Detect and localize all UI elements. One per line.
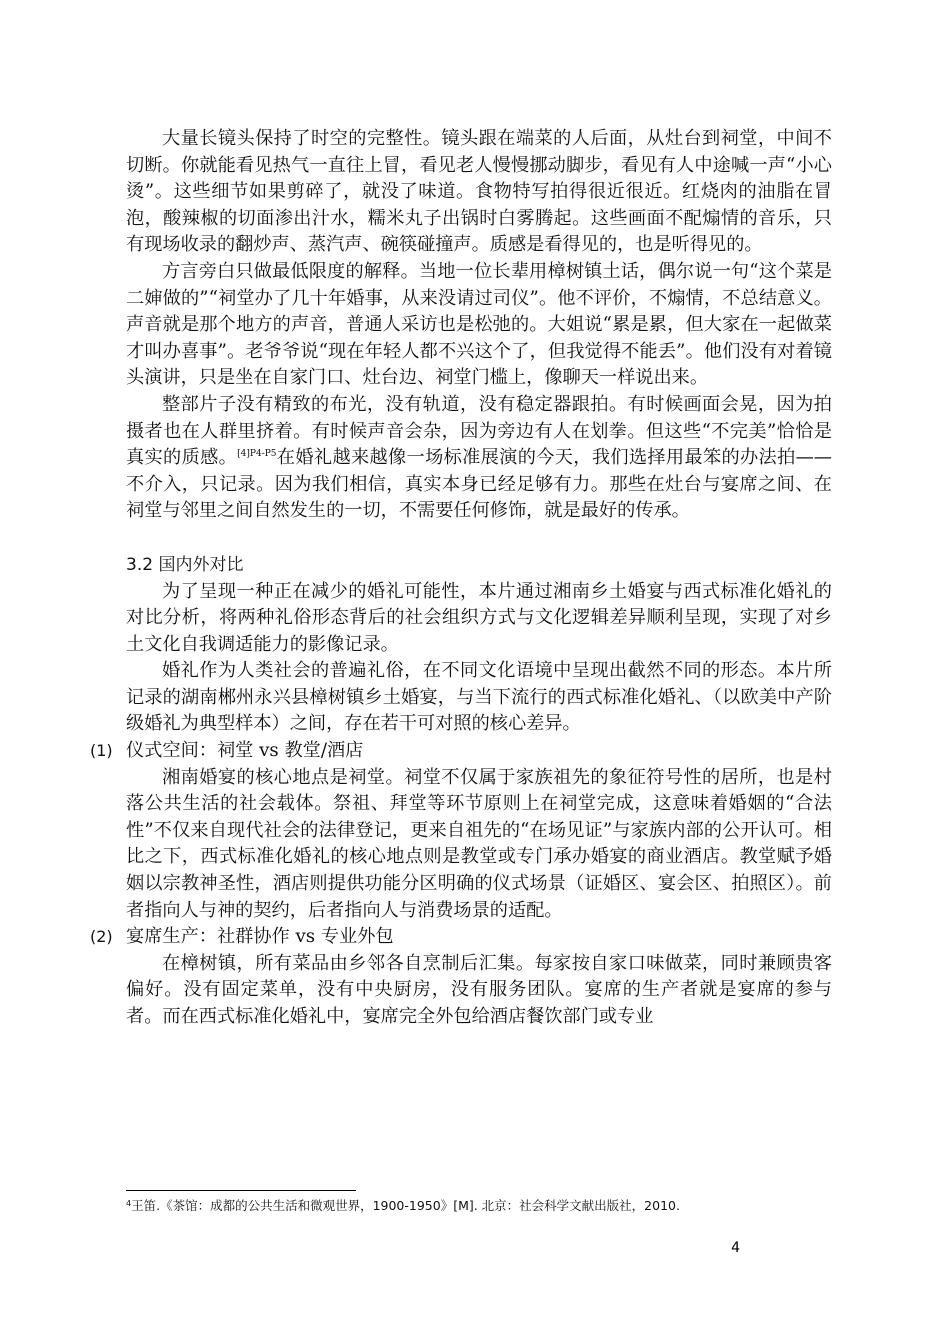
footnote-divider: [126, 1190, 356, 1191]
footnote-text: 王笛.《茶馆：成都的公共生活和微观世界，1900-1950》[M]. 北京：社会科学文献出版社，2010.: [131, 1198, 680, 1213]
list-item-label: 宴席生产：社群协作 vs 专业外包: [126, 926, 394, 948]
list-item-ritual-space: [90, 738, 832, 765]
paragraph-wedding-forms: 婚礼作为人类社会的普遍礼俗，在不同文化语境中呈现出截然不同的形态。本片所记录的湖南郴州永兴县樟树镇乡土婚宴，与当下流行的西式标准化婚礼、（以欧美中产阶级婚礼为典型样本）之间，存在若干可对照的核心差异。: [126, 660, 832, 735]
list-number: (2): [90, 927, 113, 947]
footnote: [126, 1196, 832, 1216]
paragraph-ritual-space: 湘南婚宴的核心地点是祠堂。祠堂不仅属于家族祖先的象征符号性的居所，也是村落公共生活的社会载体。祭祖、拜堂等环节原则上在祠堂完成，这意味着婚姻的“合法性”不仅来自现代社会的法律登记，更来自祖先的“在场见证”与家族内部的公开认可。相比之下，西式标准化婚礼的核心地点则是教堂或专门承办婚宴的商业酒店。教堂赋予婚姻以宗教神圣性，酒店则提供功能分区明确的仪式场景（证婚区、宴会区、拍照区）。前者指向人与神的契约，后者指向人与消费场景的适配。: [126, 766, 832, 921]
paragraph-dialect-narration: 方言旁白只做最低限度的解释。当地一位长辈用樟树镇土话，偶尔说一句“这个菜是二婶做的”“祠堂办了几十年婚事，从来没请过司仪”。他不评价，不煽情，不总结意义。声音就是那个地方的声音，普通人采访也是松弛的。大姐说“累是累，但大家在一起做菜才叫办喜事”。老爷爷说“现在年轻人都不兴这个了，但我觉得不能丢”。他们没有对着镜头演讲，只是坐在自家门口、灶台边、祠堂门槛上，像聊天一样说出来。: [126, 260, 832, 389]
body-text: [90, 126, 832, 1031]
section-heading: 3.2 国内外对比: [126, 554, 244, 575]
paragraph-long-takes: 大量长镜头保持了时空的完整性。镜头跟在端菜的人后面，从灶台到祠堂，中间不切断。你就能看见热气一直往上冒，看见老人慢慢挪动脚步，看见有人中途喊一声“小心烫”。这些细节如果剪碎了，就没了味道。食物特写拍得很近很近。红烧肉的油脂在冒泡，酸辣椒的切面渗出汁水，糯米丸子出锅时白雾腾起。这些画面不配煽情的音乐，只有现场收录的翻炒声、蒸汽声、碗筷碰撞声。质感是看得见的，也是听得见的。: [126, 128, 832, 256]
citation-marker: [4]P4-P5: [237, 449, 277, 460]
paragraph-imperfection-after: 在婚礼越来越像一场标准展演的今天，我们选择用最笨的办法拍——不介入，只记录。因为我们相信，真实本身已经足够有力。那些在灶台与宴席之间、在祠堂与邻里之间自然发生的一切，不需要任何修饰，就是最好的传承。: [126, 447, 832, 522]
paragraph-imperfection-before: 整部片子没有精致的布光，没有轨道，没有稳定器跟拍。有时候画面会晃，因为拍摄者也在人群里挤着。有时候声音会杂，因为旁边有人在划拳。但这些“不完美”恰恰是真实的质感。: [126, 393, 832, 469]
paragraph-comparison-intro: 为了呈现一种正在减少的婚礼可能性，本片通过湘南乡土婚宴与西式标准化婚礼的对比分析，将两种礼俗形态背后的社会组织方式与文化逻辑差异顺利呈现，实现了对乡土文化自我调适能力的影像记录。: [126, 580, 832, 655]
paragraph-imperfection: [126, 392, 832, 525]
list-item-label: 仪式空间：祠堂 vs 教堂/酒店: [126, 740, 364, 762]
footnote-mark: 4: [126, 1199, 132, 1208]
list-number: (1): [90, 741, 113, 761]
paragraph-banquet-production: 在樟树镇，所有菜品由乡邻各自烹制后汇集。每家按自家口味做菜，同时兼顾贵客偏好。没有固定菜单，没有中央厨房，没有服务团队。宴席的生产者就是宴席的参与者。而在西式标准化婚礼中，宴席完全外包给酒店餐饮部门或专业: [126, 952, 832, 1027]
page-number: 4: [731, 1240, 740, 1256]
list-item-banquet-production: [90, 924, 832, 951]
